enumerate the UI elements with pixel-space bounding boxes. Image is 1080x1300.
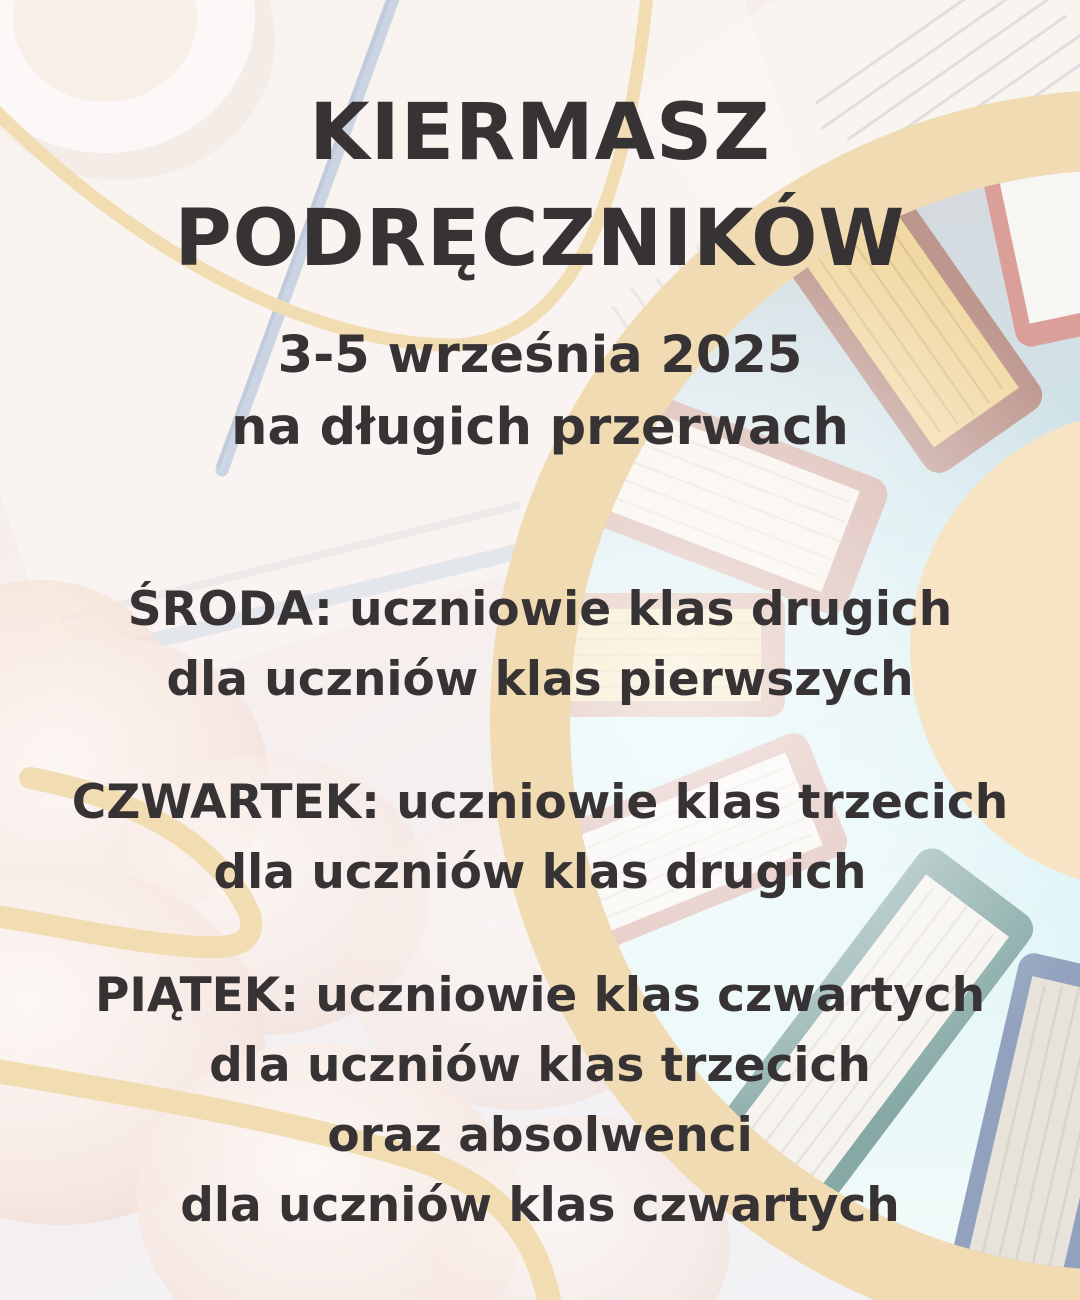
poster-title-line-2: PODRĘCZNIKÓW (174, 194, 906, 284)
event-date-line-2: na długich przerwach (231, 398, 849, 457)
schedule-wednesday-line-2: dla uczniów klas pierwszych (166, 652, 914, 707)
event-date-line-1: 3-5 września 2025 (277, 326, 803, 385)
schedule-friday-line-4: dla uczniów klas czwartych (180, 1178, 900, 1233)
schedule-friday-line-2: dla uczniów klas trzecich (209, 1038, 871, 1093)
schedule-thursday-line-2: dla uczniów klas drugich (213, 845, 867, 900)
schedule-thursday-line-1: CZWARTEK: uczniowie klas trzecich (71, 775, 1009, 830)
poster-title-line-1: KIERMASZ (309, 88, 771, 178)
event-date (0, 320, 1080, 464)
schedule-friday (0, 961, 1080, 1241)
poster-title (0, 80, 1080, 292)
schedule-friday-line-3: oraz absolwenci (327, 1108, 753, 1163)
schedule-wednesday (0, 575, 1080, 715)
schedule-wednesday-line-1: ŚRODA: uczniowie klas drugich (127, 582, 953, 637)
schedule-friday-line-1: PIĄTEK: uczniowie klas czwartych (94, 968, 986, 1023)
schedule-thursday (0, 768, 1080, 908)
